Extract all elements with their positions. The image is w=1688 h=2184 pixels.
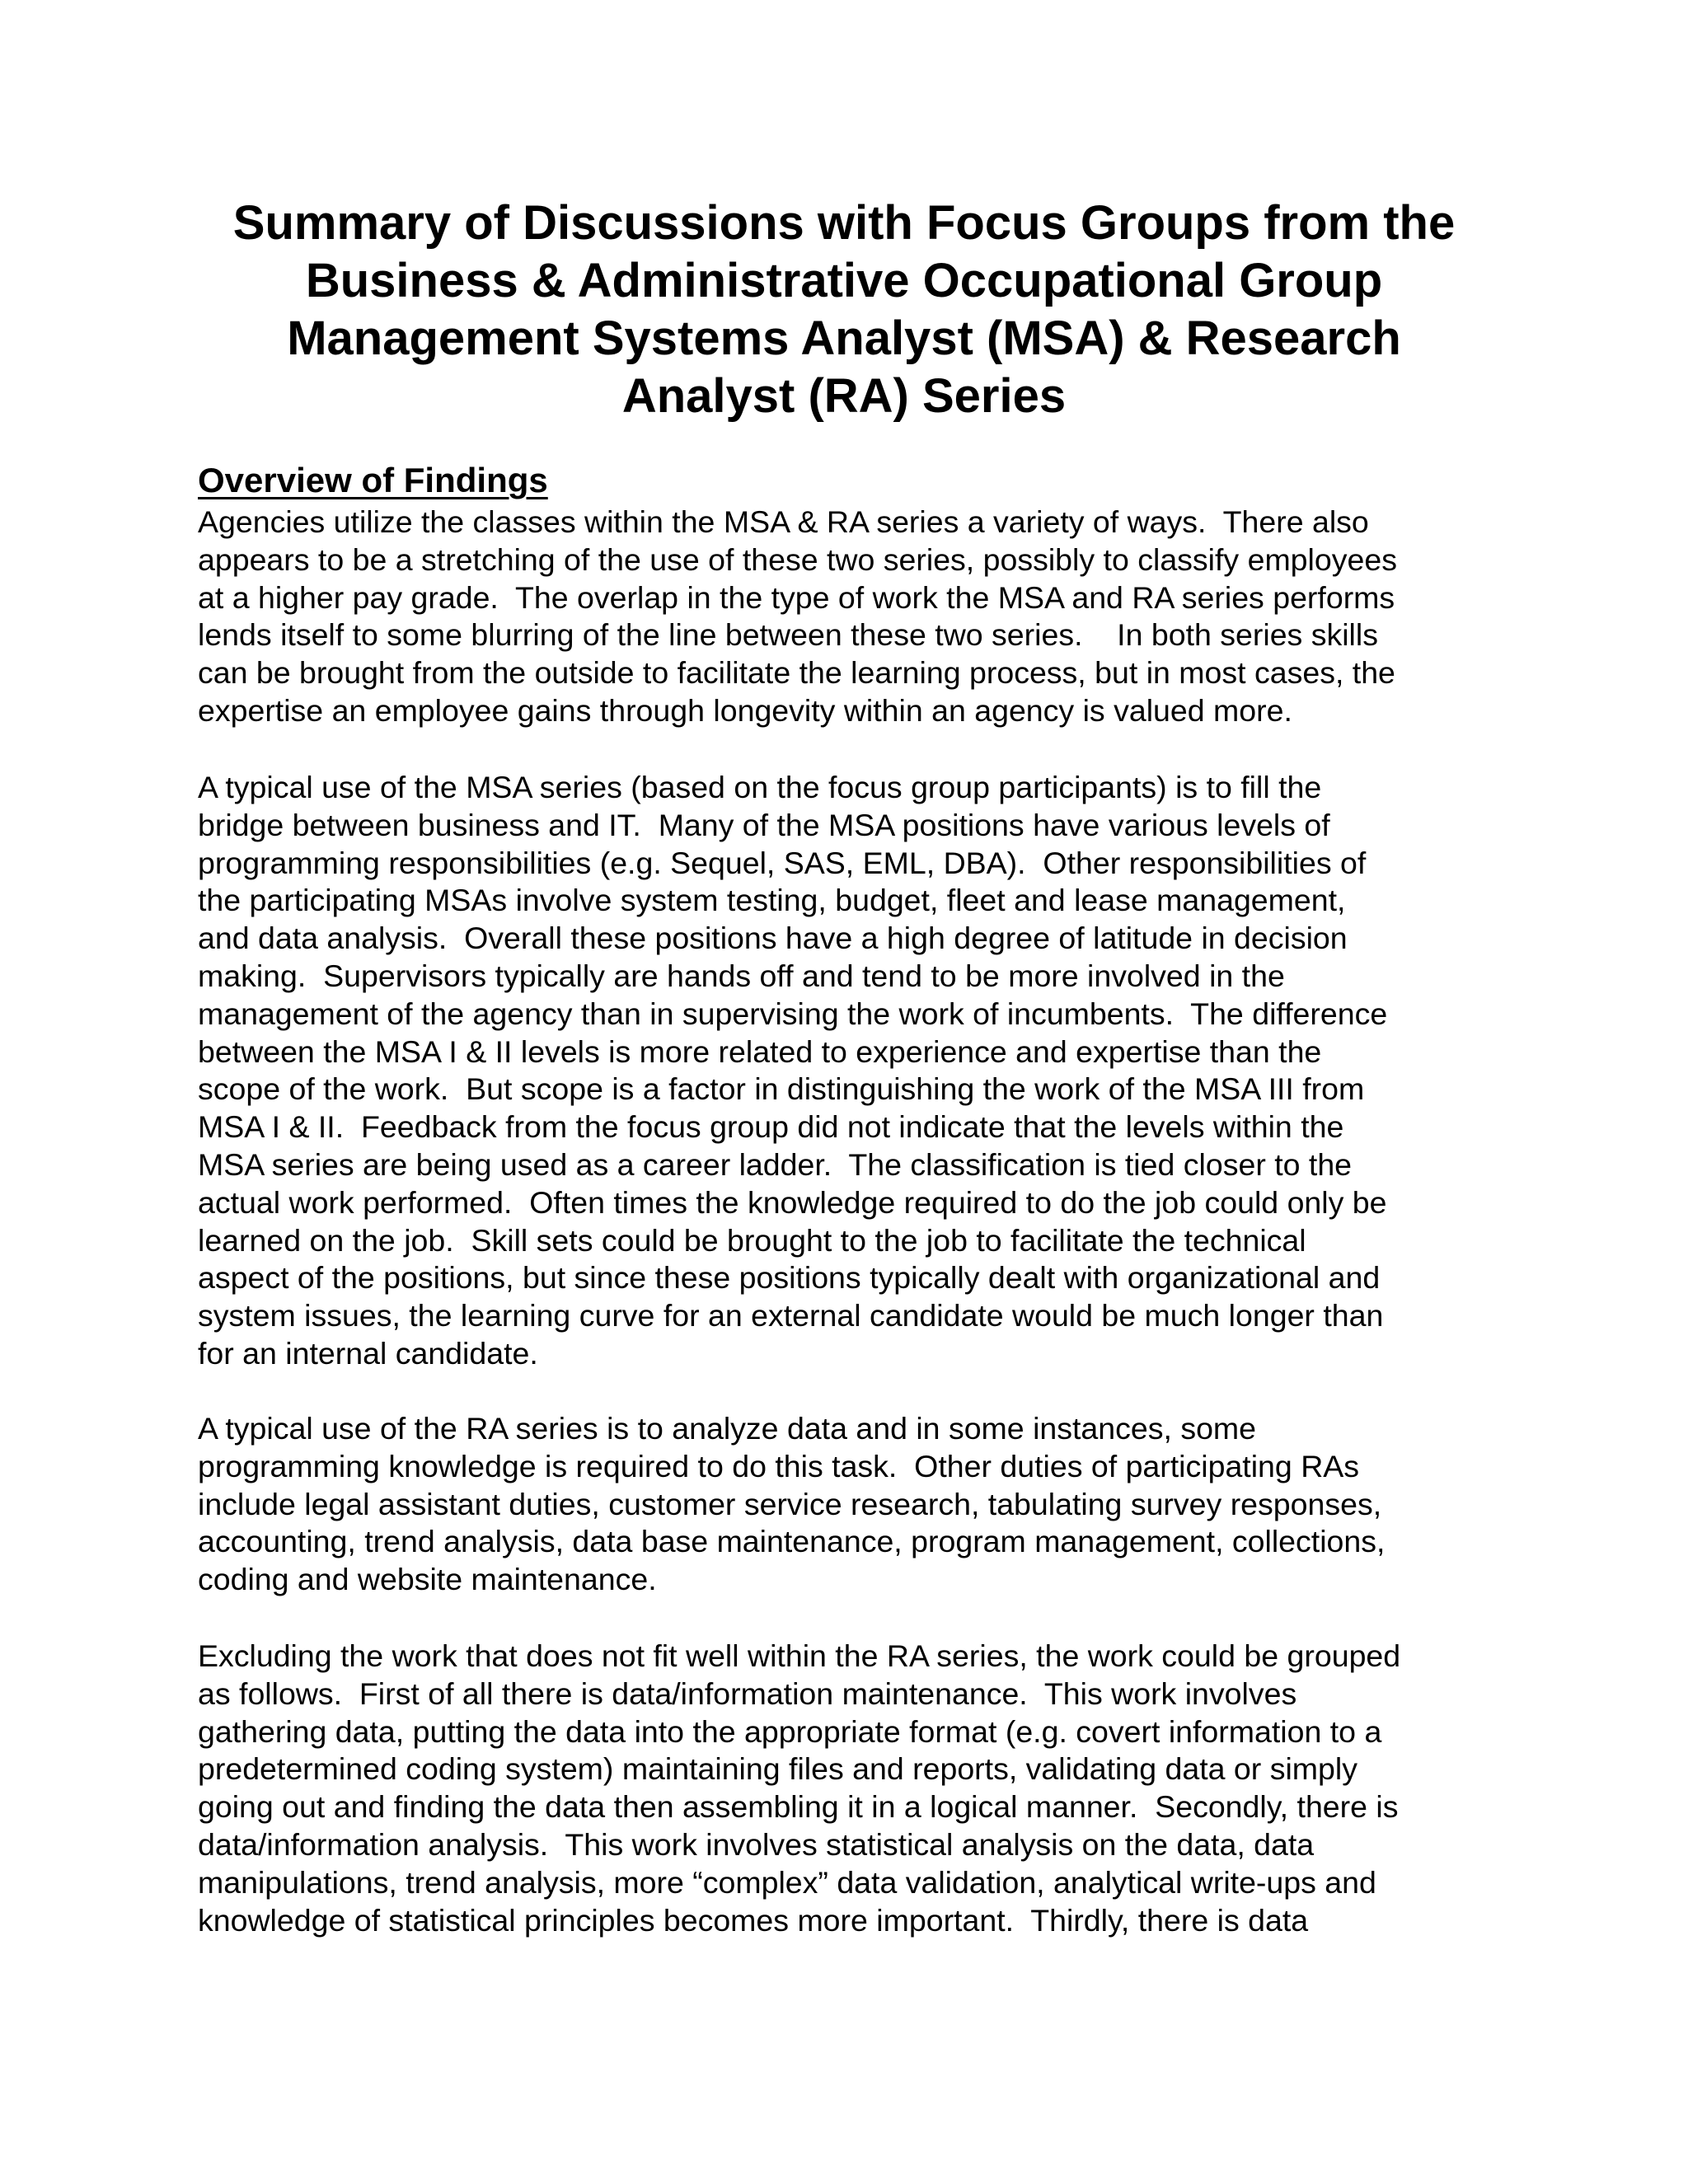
paragraph-line: can be brought from the outside to facilitate the learning process, but in most cases, the [198,655,1395,691]
paragraph-line: at a higher pay grade. The overlap in the type of work the MSA and RA series performs [198,579,1395,615]
paragraph-line: A typical use of the RA series is to analyze data and in some instances, some [198,1411,1257,1446]
paragraph-line: actual work performed. Often times the knowledge required to do the job could only be [198,1184,1387,1220]
paragraph-overview [198,504,1517,730]
paragraph-line: between the MSA I & II levels is more related to experience and expertise than the [198,1033,1322,1069]
paragraph-line: and data analysis. Overall these positions have a high degree of latitude in decision [198,921,1348,956]
paragraph-line: programming knowledge is required to do this task. Other duties of participating RAs [198,1448,1360,1483]
paragraph-msa-series [198,769,1517,1373]
paragraph-line: going out and finding the data then assembling it in a logical manner. Secondly, there is [198,1789,1399,1825]
title-line: Business & Administrative Occupational Group [305,254,1383,307]
paragraph-line: A typical use of the MSA series (based on the focus group participants) is to fill the [198,770,1322,804]
paragraph-line: MSA series are being used as a career ladder. The classification is tied closer to the [198,1146,1353,1182]
paragraph-line: as follows. First of all there is data/information maintenance. This work involves [198,1675,1297,1711]
paragraph-line: MSA I & II. Feedback from the focus group did not indicate that the levels within the [198,1109,1344,1145]
paragraph-line: predetermined coding system) maintaining files and reports, validating data or simply [198,1751,1357,1787]
paragraph-line: knowledge of statistical principles becomes more important. Thirdly, there is data [198,1902,1309,1938]
paragraph-ra-work-groups [198,1638,1517,1939]
paragraph-line: manipulations, trend analysis, more “complex” data validation, analytical write-ups and [198,1864,1376,1900]
paragraph-line: Agencies utilize the classes within the MSA & RA series a variety of ways. There also [198,504,1369,539]
paragraph-line: data/information analysis. This work involves statistical analysis on the data, data [198,1826,1315,1862]
paragraph-line: gathering data, putting the data into the appropriate format (e.g. covert information to a [198,1713,1382,1749]
paragraph-line: making. Supervisors typically are hands off and tend to be more involved in the [198,958,1285,993]
paragraph-line: include legal assistant duties, customer service research, tabulating survey responses, [198,1486,1382,1521]
paragraph-line: Excluding the work that does not fit well within the RA series, the work could be grouped [198,1638,1401,1673]
paragraph-line: management of the agency than in supervising the work of incumbents. The difference [198,996,1388,1031]
paragraph-line: aspect of the positions, but since these positions typically dealt with organizational and [198,1260,1381,1296]
paragraph-ra-series [198,1410,1517,1599]
paragraph-line: the participating MSAs involve system testing, budget, fleet and lease management, [198,883,1346,918]
paragraph-line: for an internal candidate. [198,1335,538,1371]
paragraph-line: learned on the job. Skill sets could be brought to the job to facilitate the technical [198,1222,1306,1258]
paragraph-line: accounting, trend analysis, data base maintenance, program management, collections, [198,1524,1386,1559]
paragraph-line: system issues, the learning curve for an external candidate would be much longer than [198,1298,1384,1333]
title-line: Analyst (RA) Series [621,369,1067,423]
paragraph-line: programming responsibilities (e.g. Sequel, SAS, EML, DBA). Other responsibilities of [198,845,1367,880]
title-line: Management Systems Analyst (MSA) & Research [287,312,1401,365]
paragraph-line: appears to be a stretching of the use of these two series, possibly to classify employees [198,541,1397,577]
paragraph-line: coding and website maintenance. [198,1562,657,1597]
paragraph-line: scope of the work. But scope is a factor in distinguishing the work of the MSA III from [198,1071,1365,1107]
document-title [165,194,1523,425]
paragraph-line: expertise an employee gains through longevity within an agency is valued more. [198,692,1292,728]
title-line: Summary of Discussions with Focus Groups from the [232,196,1456,250]
paragraph-line: lends itself to some blurring of the line between these two series. In both series skills [198,617,1378,653]
section-heading-overview: Overview of Findings [198,461,548,499]
paragraph-line: bridge between business and IT. Many of the MSA positions have various levels of [198,807,1330,842]
